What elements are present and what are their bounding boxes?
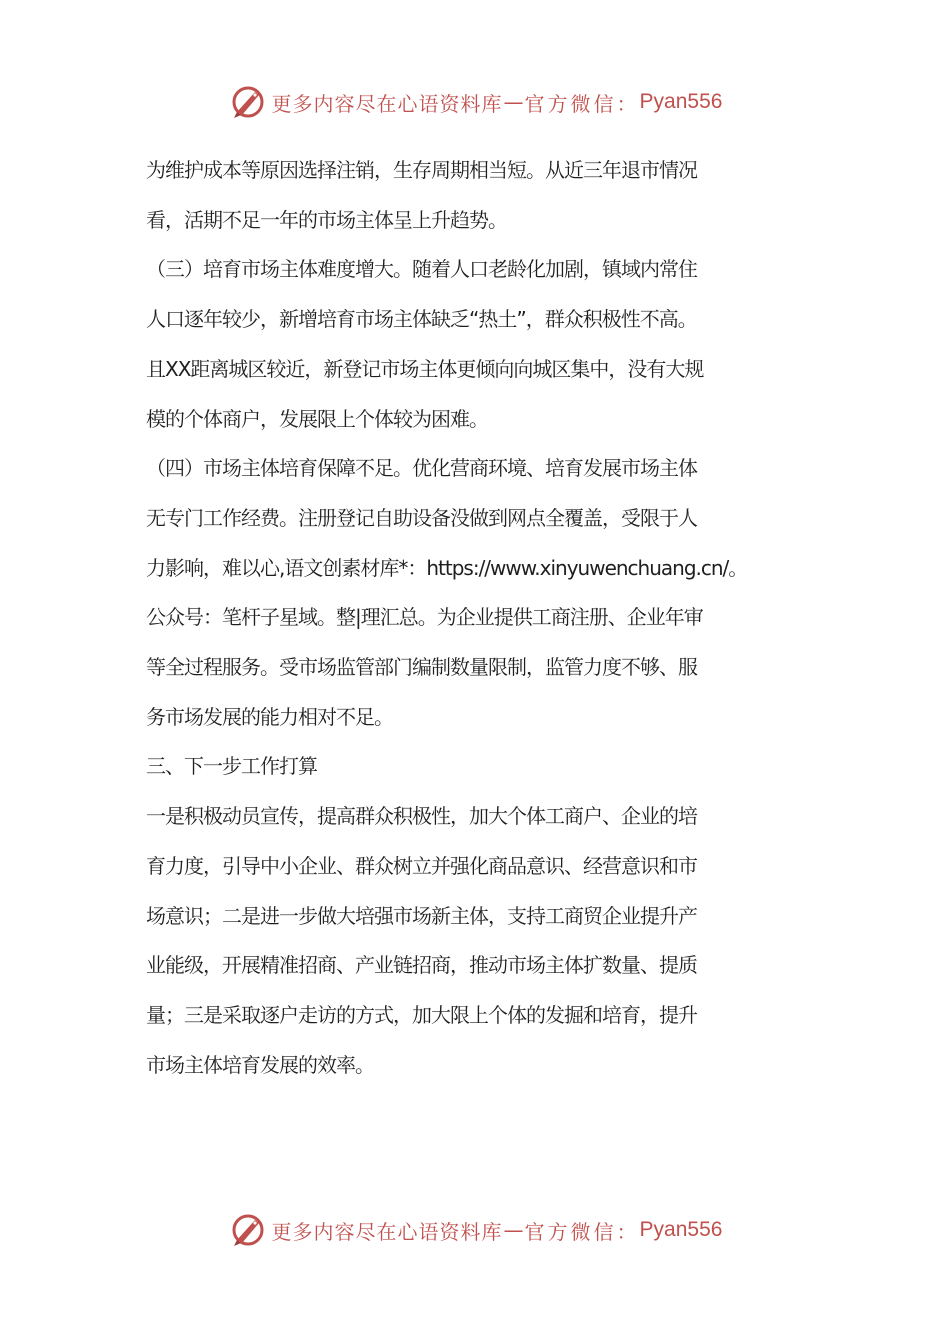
footer-wechat-account: Pyan556: [639, 1218, 723, 1241]
header-brand-text: 更多内容尽在心语资料库: [271, 91, 503, 116]
body-line-14: 一是积极动员宣传，提高群众积极性，加大个体工商户、企业的培: [146, 804, 697, 829]
footer-brand-text: 更多内容尽在心语资料库: [271, 1219, 503, 1244]
body-line-3: （三）培育市场主体难度增大。随着人口老龄化加剧，镇域内常住: [146, 257, 697, 282]
pen-nib-logo-icon: [228, 82, 268, 122]
section-heading-next-steps: 三、下一步工作打算: [146, 754, 317, 779]
body-line-17: 业能级，开展精准招商、产业链招商，推动市场主体扩数量、提质: [146, 953, 697, 978]
footer-banner: [0, 1208, 950, 1252]
body-line-19: 市场主体培育发展的效率。: [146, 1052, 374, 1077]
body-line-1: 为维护成本等原因选择注销，生存周期相当短。从近三年退市情况: [146, 158, 697, 182]
header-banner: [0, 80, 950, 124]
body-line-2: 看，活期不足一年的市场主体呈上升趋势。: [146, 207, 507, 232]
body-line-7: （四）市场主体培育保障不足。优化营商环境、培育发展市场主体: [146, 456, 697, 481]
footer-wechat-label: 官方微信：: [524, 1219, 640, 1244]
body-line-10: 公众号：笔杆子星域。整|理汇总。为企业提供工商注册、企业年审: [146, 605, 703, 630]
body-line-8: 无专门工作经费。注册登记自助设备没做到网点全覆盖，受限于人: [146, 505, 697, 530]
body-line-4: 人口逐年较少，新增培育市场主体缺乏“热土”，群众积极性不高。: [146, 307, 697, 332]
footer-separator: —: [503, 1218, 524, 1242]
body-line-16: 场意识；二是进一步做大培强市场新主体，支持工商贸企业提升产: [146, 903, 697, 928]
body-line-12: 务市场发展的能力相对不足。: [146, 704, 393, 729]
body-line-15: 育力度，引导中小企业、群众树立并强化商品意识、经营意识和市: [146, 853, 697, 878]
header-wechat-account: Pyan556: [639, 90, 723, 113]
document-body: [146, 146, 816, 1090]
body-line-18: 量；三是采取逐户走访的方式，加大限上个体的发掘和培育，提升: [146, 1002, 697, 1027]
body-line-9: 力影响，难以心,语文创素材库*：https://www.xinyuwenchuang.cn/。: [146, 555, 748, 580]
header-separator: —: [503, 90, 524, 114]
body-line-11: 等全过程服务。受市场监管部门编制数量限制，监管力度不够、服: [146, 655, 697, 680]
header-wechat-label: 官方微信：: [524, 91, 640, 116]
pen-nib-logo-icon: [228, 1210, 268, 1250]
body-line-5: 且XX距离城区较近，新登记市场主体更倾向向城区集中，没有大规: [146, 356, 704, 381]
body-line-6: 模的个体商户，发展限上个体较为困难。: [146, 406, 488, 431]
